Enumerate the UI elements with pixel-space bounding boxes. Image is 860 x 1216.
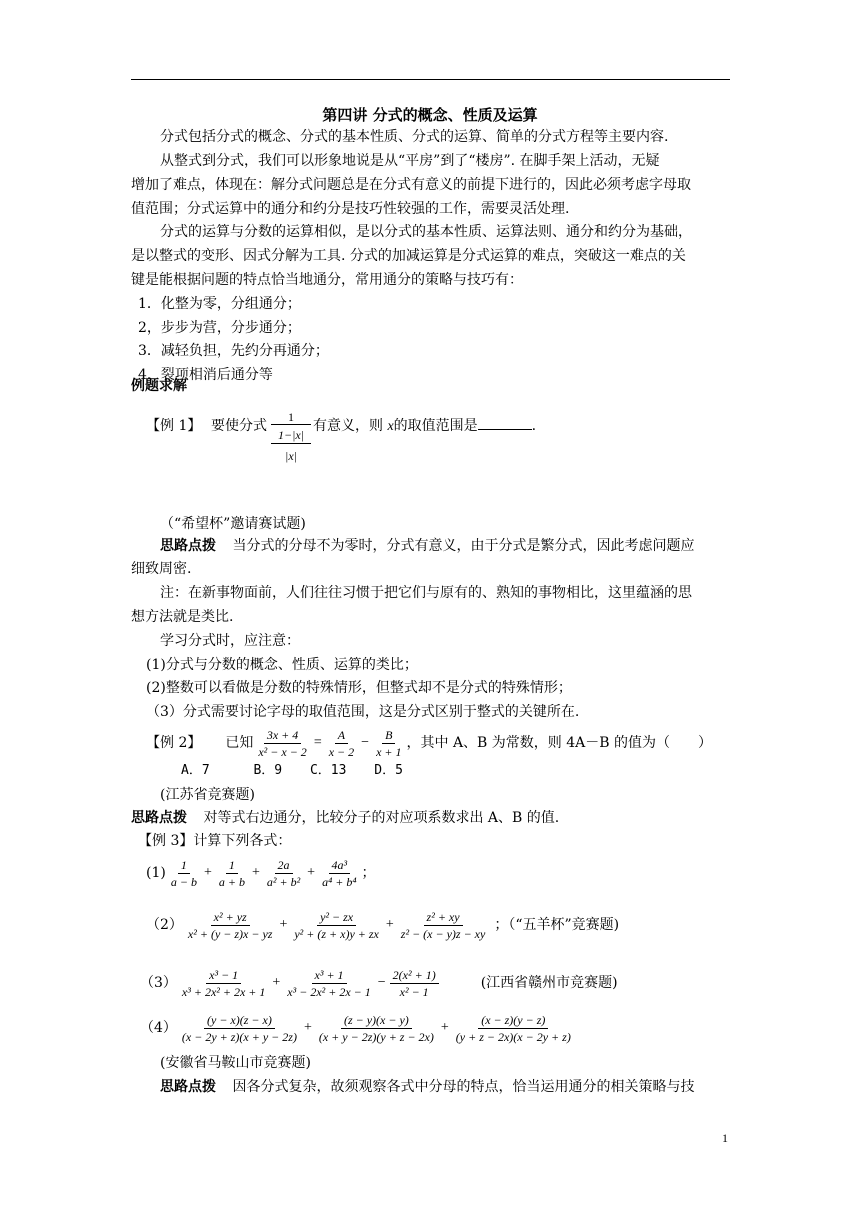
frac-numerator: x² + yz	[211, 910, 250, 926]
frac-numerator: x³ + 1	[312, 968, 347, 984]
frac-numerator: 1	[226, 858, 238, 874]
ex2-pre: 已知	[225, 735, 254, 751]
fraction	[185, 910, 276, 941]
ex1-hint-label: 思路点拨	[160, 538, 216, 554]
fraction	[453, 1013, 574, 1044]
fraction	[319, 858, 359, 889]
intro-line: 分式包括分式的概念、分式的基本性质、分式的运算、简单的分式方程等主要内容.	[160, 129, 669, 145]
ex1-fraction	[271, 410, 311, 464]
ex1-frac-top: 1	[271, 410, 311, 425]
fraction	[264, 858, 303, 889]
ex3-part-4	[140, 1008, 576, 1048]
part-end: (江西省赣州市竞赛题)	[480, 975, 618, 991]
ex3-part-3	[140, 962, 618, 1004]
ex1-label: 【例 1】	[146, 418, 202, 434]
fraction	[284, 968, 373, 999]
ex3-text: 计算下列各式：	[193, 833, 292, 849]
ex2-frac-2	[326, 728, 357, 759]
header-rule	[131, 79, 730, 80]
page-number: 1	[722, 1131, 728, 1145]
ex1-note-cont: 想方法就是类比.	[131, 609, 234, 625]
minus-sign: −	[377, 975, 386, 990]
frac-denominator: x³ + 2x² + 2x + 1	[181, 984, 266, 999]
study-item: （3）分式需要讨论字母的取值范围，这是分式区别于整式的关键所在.	[146, 704, 580, 720]
fraction	[398, 910, 489, 941]
frac-denominator: a⁴ + b⁴	[322, 874, 357, 889]
plus-sign: +	[385, 917, 394, 932]
strategy-item: 2，步步为营，分步通分；	[138, 320, 301, 336]
plus-sign: +	[303, 1020, 312, 1035]
ex3-part-2	[146, 904, 619, 946]
strategy-item: 1．化整为零，分组通分；	[138, 296, 301, 312]
ex1-end: .	[531, 418, 537, 434]
frac-denominator: x² + (y − z)x − yz	[187, 926, 273, 941]
frac-numerator: y² − zx	[317, 910, 356, 926]
ex2-hint-label: 思路点拨	[131, 810, 187, 826]
intro-line: 分式的运算与分数的运算相似，是以分式的基本性质、运算法则、通分和约分为基础，	[160, 224, 692, 240]
fraction	[168, 858, 200, 889]
intro-line: 从整式到分式，我们可以形象地说是从“平房”到了“楼房”. 在脚手架上活动，无疑	[160, 153, 660, 169]
strategy-item: 3．减轻负担，先约分再通分；	[138, 343, 329, 359]
ex1-hint-text: 当分式的分母不为零时，分式有意义，由于分式是繁分式，因此考虑问题应	[232, 538, 695, 554]
intro-line: 值范围；分式运算中的通分和约分是技巧性较强的工作，需要灵活处理.	[131, 201, 570, 217]
ex1-answer-blank[interactable]	[478, 417, 532, 430]
frac-numerator: z² + xy	[424, 910, 463, 926]
plus-sign: +	[251, 865, 260, 880]
ex3-hint-text: 因各分式复杂，故须观察各式中分母的特点，恰当运用通分的相关策略与技	[232, 1079, 695, 1095]
intro-line: 键是能根据问题的特点恰当地通分，常用通分的策略与技巧有：	[131, 272, 523, 288]
part-tag: （4）	[140, 1020, 177, 1036]
part-tag: (1)	[146, 865, 166, 881]
ex1-frac-bot: |x|	[285, 449, 297, 463]
ex1-hint	[160, 537, 694, 555]
part-end: ；（“五羊杯”竞赛题)	[494, 917, 620, 933]
fraction	[216, 858, 248, 889]
plus-sign: +	[440, 1020, 449, 1035]
intro-line: 增加了难点，体现在：解分式问题总是在分式有意义的前提下进行的，因此必须考虑字母取	[131, 177, 691, 193]
ex3-label: 【例 3】	[138, 833, 194, 849]
frac-denominator: x + 1	[376, 744, 402, 759]
ex3-head	[138, 832, 291, 850]
frac-denominator: a² + b²	[266, 874, 301, 889]
section-heading: 例题求解	[131, 378, 187, 394]
frac-denominator: (x + y − 2z)(y + z − 2x)	[318, 1029, 434, 1044]
equals-sign: =	[313, 735, 322, 750]
ex1-frac-mid: 1−|x|	[271, 425, 311, 444]
intro-line: 是以整式的变形、因式分解为工具. 分式的加减运算是分式运算的难点，突破这一难点的关	[131, 248, 686, 264]
frac-denominator: (y + z − 2x)(x − 2y + z)	[455, 1029, 571, 1044]
option-a[interactable]: A．7	[181, 763, 210, 778]
ex2-line	[146, 723, 712, 763]
ex3-part-1	[146, 853, 376, 893]
frac-numerator: 1	[178, 858, 190, 874]
ex3-hint-label: 思路点拨	[160, 1079, 216, 1095]
minus-sign: −	[361, 735, 370, 750]
fraction	[291, 910, 382, 941]
study-item: (1)分式与分数的概念、性质、运算的类比；	[146, 657, 418, 673]
plus-sign: +	[203, 865, 212, 880]
ex3-source: (安徽省马鞍山市竞赛题)	[160, 1055, 311, 1071]
frac-denominator: z² − (x − y)z − xy	[400, 926, 486, 941]
ex2-hint-text: 对等式右边通分，比较分子的对应项系数求出 A、B 的值.	[203, 810, 560, 826]
fraction	[179, 1013, 300, 1044]
fraction	[390, 968, 439, 999]
frac-numerator: 2a	[275, 858, 293, 874]
ex1-post-b: 的取值范围是	[393, 418, 478, 434]
ex3-hint	[160, 1078, 694, 1096]
ex1-post-a: 有意义，则	[313, 418, 383, 434]
frac-numerator: 4a³	[329, 858, 351, 874]
ex1-note: 注：在新事物面前，人们往往习惯于把它们与原有的、熟知的事物相比，这里蕴涵的思	[160, 585, 692, 601]
ex1-post	[313, 417, 536, 436]
frac-denominator: y² + (z + x)y + zx	[294, 926, 379, 941]
ex1-source: （“希望杯”邀请赛试题)	[160, 516, 306, 532]
ex1-hint-cont: 细致周密.	[131, 561, 192, 577]
ex2-frac-3	[373, 728, 404, 759]
ex2-source: (江苏省竞赛题)	[160, 787, 255, 803]
frac-denominator: x² − 1	[399, 984, 429, 999]
study-head: 学习分式时，应注意：	[160, 633, 300, 649]
ex2-options	[181, 762, 403, 780]
option-c[interactable]: C．13	[309, 763, 347, 778]
frac-numerator: B	[382, 728, 395, 744]
frac-numerator: 3x + 4	[264, 728, 301, 744]
frac-denominator: a − b	[170, 874, 197, 889]
part-tag: （3）	[140, 975, 177, 991]
option-b[interactable]: B．9	[253, 763, 283, 778]
frac-numerator: x³ − 1	[206, 968, 241, 984]
ex2-hint	[131, 809, 559, 827]
strategy-item: 4．裂项相消后通分等	[138, 367, 273, 383]
frac-numerator: (x − z)(y − z)	[478, 1013, 548, 1029]
frac-numerator: 2(x² + 1)	[390, 968, 439, 984]
part-tag: （2）	[146, 917, 183, 933]
frac-numerator: (y − x)(z − x)	[204, 1013, 275, 1029]
ex1-var: x	[387, 419, 394, 434]
study-item: (2)整数可以看做是分数的特殊情形，但整式却不是分式的特殊情形；	[146, 680, 572, 696]
ex2-label: 【例 2】	[146, 735, 202, 751]
ex1-pre: 要使分式	[211, 418, 267, 434]
fraction	[179, 968, 268, 999]
part-end: ；	[361, 865, 376, 881]
plus-sign: +	[307, 865, 316, 880]
frac-numerator: A	[335, 728, 348, 744]
page-title: 第四讲 分式的概念、性质及运算	[322, 106, 538, 124]
frac-numerator: (z − y)(x − y)	[341, 1013, 412, 1029]
option-d[interactable]: D．5	[374, 763, 403, 778]
plus-sign: +	[272, 975, 281, 990]
ex2-frac-1	[255, 728, 309, 759]
frac-denominator: x³ − 2x² + 2x − 1	[287, 984, 371, 999]
fraction	[316, 1013, 437, 1044]
frac-denominator: (x − 2y + z)(x + y − 2z)	[181, 1029, 297, 1044]
plus-sign: +	[279, 917, 288, 932]
frac-denominator: a + b	[218, 874, 245, 889]
frac-denominator: x² − x − 2	[258, 744, 307, 759]
ex2-post: ，其中 A、B 为常数，则 4A－B 的值为（ ）	[406, 735, 713, 751]
frac-denominator: x − 2	[328, 744, 355, 759]
